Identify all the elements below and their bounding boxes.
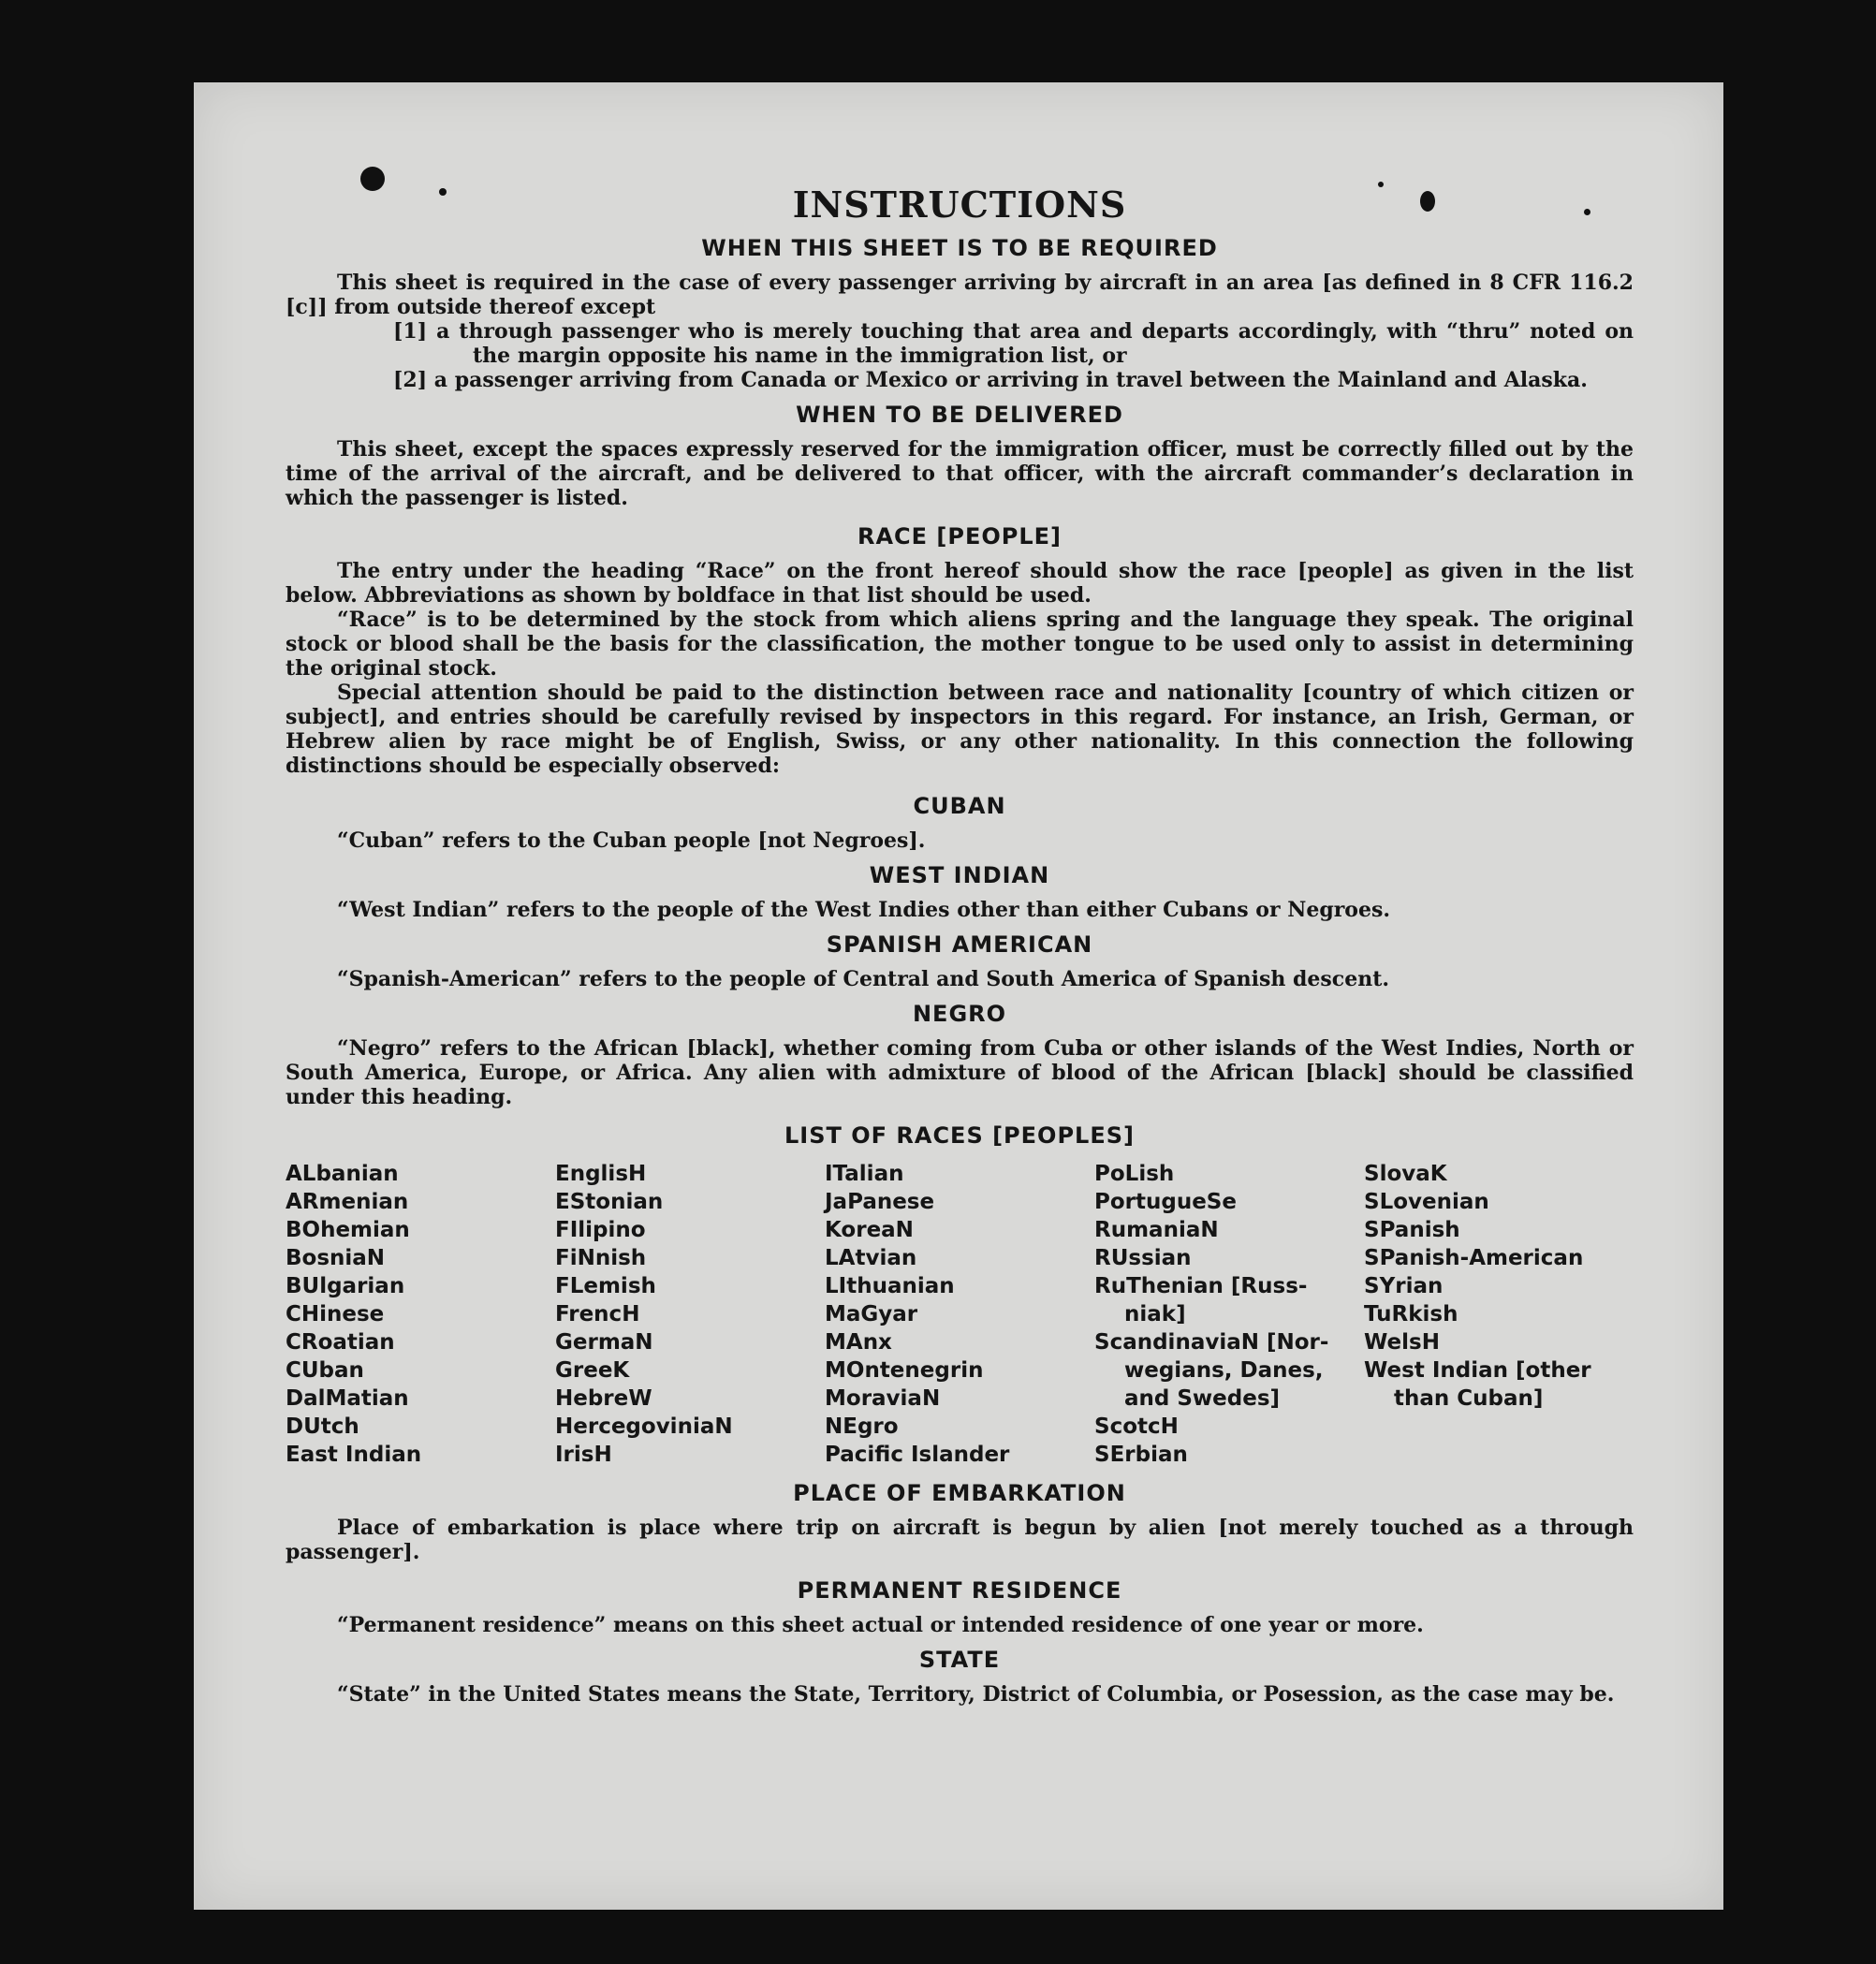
- race-item: DalMatian: [286, 1386, 409, 1411]
- race-item: GreeK: [555, 1358, 630, 1383]
- required-intro: This sheet is required in the case of every passenger arriving by aircraft in an area [as defined in 8 CFR 116.2 [c]] from outside thereof except: [286, 271, 1634, 319]
- page-title: INSTRUCTIONS: [792, 183, 1127, 226]
- race-paragraph-2: “Race” is to be determined by the stock from which aliens spring and the language they speak. The original stock or blood shall be the basis for the classification, the mother tongue to be used only to assist in determining the original stock.: [286, 608, 1634, 681]
- race-item: SlovaK: [1364, 1162, 1447, 1186]
- heading-place-of-embarkation: PLACE OF EMBARKATION: [793, 1480, 1126, 1506]
- race-item: GermaN: [555, 1330, 653, 1355]
- race-item: BUlgarian: [286, 1274, 405, 1298]
- race-item: BOhemian: [286, 1218, 410, 1242]
- heading-west-indian: WEST INDIAN: [869, 862, 1050, 888]
- race-item: KoreaN: [825, 1218, 914, 1242]
- race-item-continued: than Cuban]: [1394, 1386, 1544, 1411]
- race-item: CHinese: [286, 1302, 385, 1326]
- heading-negro: NEGRO: [912, 1001, 1007, 1027]
- document-sheet: [194, 82, 1723, 1910]
- west-indian-text: “West Indian” refers to the people of the West Indies other than either Cubans or Negroes.: [337, 898, 1391, 922]
- race-item: PoLish: [1094, 1162, 1175, 1186]
- spanish-american-text: “Spanish-American” refers to the people of Central and South America of Spanish descent.: [337, 967, 1390, 991]
- races-column-3: [825, 1160, 1094, 1469]
- heading-list-of-races: LIST OF RACES [PEOPLES]: [784, 1122, 1135, 1149]
- race-item: RumaniaN: [1094, 1218, 1219, 1242]
- race-item: BosniaN: [286, 1246, 386, 1270]
- race-item: WelsH: [1364, 1330, 1440, 1355]
- race-item: TuRkish: [1364, 1302, 1458, 1326]
- race-item: MAnx: [825, 1330, 892, 1355]
- heading-cuban: CUBAN: [913, 793, 1006, 819]
- race-item: RuThenian [Russ-: [1094, 1274, 1308, 1298]
- race-item: SErbian: [1094, 1443, 1188, 1467]
- race-item: FLemish: [555, 1274, 656, 1298]
- race-item: LAtvian: [825, 1246, 917, 1270]
- race-item: HercegoviniaN: [555, 1414, 733, 1439]
- race-item-continued: niak]: [1124, 1302, 1186, 1326]
- cuban-text: “Cuban” refers to the Cuban people [not Negroes].: [337, 828, 926, 853]
- races-list: [286, 1160, 1634, 1469]
- heading-when-delivered: WHEN TO BE DELIVERED: [796, 402, 1123, 428]
- race-item: CRoatian: [286, 1330, 395, 1355]
- race-item: ScandinaviaN [Nor-: [1094, 1330, 1329, 1355]
- race-item: West Indian [other: [1364, 1358, 1591, 1383]
- instructions-content: [286, 183, 1634, 1707]
- race-item: MoraviaN: [825, 1386, 941, 1411]
- race-item: JaPanese: [825, 1190, 935, 1214]
- race-item: LIthuanian: [825, 1274, 955, 1298]
- race-item: FrencH: [555, 1302, 640, 1326]
- race-item: SYrian: [1364, 1274, 1444, 1298]
- race-item-continued: and Swedes]: [1124, 1386, 1281, 1411]
- negro-text: “Negro” refers to the African [black], whether coming from Cuba or other islands of the West Indies, North or South America, Europe, or Africa. Any alien with admixture of blood of the African [black] should be classified under this heading.: [286, 1036, 1634, 1109]
- races-column-1: [286, 1160, 555, 1469]
- residence-text: “Permanent residence” means on this sheet actual or intended residence of one year or more.: [337, 1613, 1424, 1637]
- race-item: NEgro: [825, 1414, 899, 1439]
- race-item: DUtch: [286, 1414, 359, 1439]
- race-item: MaGyar: [825, 1302, 918, 1326]
- race-item-continued: wegians, Danes,: [1124, 1358, 1324, 1383]
- race-item: Pacific Islander: [825, 1443, 1010, 1467]
- state-text: “State” in the United States means the State, Territory, District of Columbia, or Posession, as the case may be.: [337, 1682, 1615, 1707]
- race-item: ITalian: [825, 1162, 904, 1186]
- heading-race: RACE [PEOPLE]: [857, 523, 1063, 550]
- races-column-4: [1094, 1160, 1364, 1469]
- heading-spanish-american: SPANISH AMERICAN: [826, 931, 1093, 958]
- delivered-text: This sheet, except the spaces expressly reserved for the immigration officer, must be correctly filled out by the time of the arrival of the aircraft, and be delivered to that officer, with the aircraft commander’s declaration in which the passenger is listed.: [286, 437, 1634, 510]
- race-item: CUban: [286, 1358, 364, 1383]
- race-item: HebreW: [555, 1386, 652, 1411]
- embarkation-text: Place of embarkation is place where trip on aircraft is begun by alien [not merely touched as a through passenger].: [286, 1516, 1634, 1564]
- races-column-5: [1364, 1160, 1634, 1469]
- race-item: SPanish-American: [1364, 1246, 1584, 1270]
- race-item: ALbanian: [286, 1162, 399, 1186]
- race-item: SPanish: [1364, 1218, 1460, 1242]
- heading-permanent-residence: PERMANENT RESIDENCE: [797, 1577, 1122, 1604]
- races-column-2: [555, 1160, 825, 1469]
- heading-state: STATE: [918, 1647, 1001, 1673]
- race-item: EStonian: [555, 1190, 664, 1214]
- race-item: IrisH: [555, 1443, 612, 1467]
- race-item: ARmenian: [286, 1190, 409, 1214]
- race-item: MOntenegrin: [825, 1358, 984, 1383]
- race-paragraph-1: The entry under the heading “Race” on the front hereof should show the race [people] as given in the list below. Abbreviations as shown by boldface in that list should be used.: [286, 559, 1634, 608]
- race-item: FIlipino: [555, 1218, 646, 1242]
- race-item: SLovenian: [1364, 1190, 1489, 1214]
- race-item: FiNnish: [555, 1246, 647, 1270]
- required-item-2: [2] a passenger arriving from Canada or Mexico or arriving in travel between the Mainland and Alaska.: [393, 368, 1588, 392]
- race-paragraph-3: Special attention should be paid to the distinction between race and nationality [country of which citizen or subject], and entries should be carefully revised by inspectors in this regard. For instance, an Irish, German, or Hebrew alien by race might be of English, Swiss, or any other nationality. In this connection the following distinctions should be especially observed:: [286, 681, 1634, 778]
- race-item: RUssian: [1094, 1246, 1192, 1270]
- heading-when-required: WHEN THIS SHEET IS TO BE REQUIRED: [701, 235, 1218, 261]
- race-item: East Indian: [286, 1443, 422, 1467]
- race-item: ScotcH: [1094, 1414, 1179, 1439]
- required-item-1: [1] a through passenger who is merely touching that area and departs accordingly, with “thru” noted on the margin opposite his name in the immigration list, or: [393, 319, 1634, 368]
- race-item: PortugueSe: [1094, 1190, 1237, 1214]
- race-item: EnglisH: [555, 1162, 647, 1186]
